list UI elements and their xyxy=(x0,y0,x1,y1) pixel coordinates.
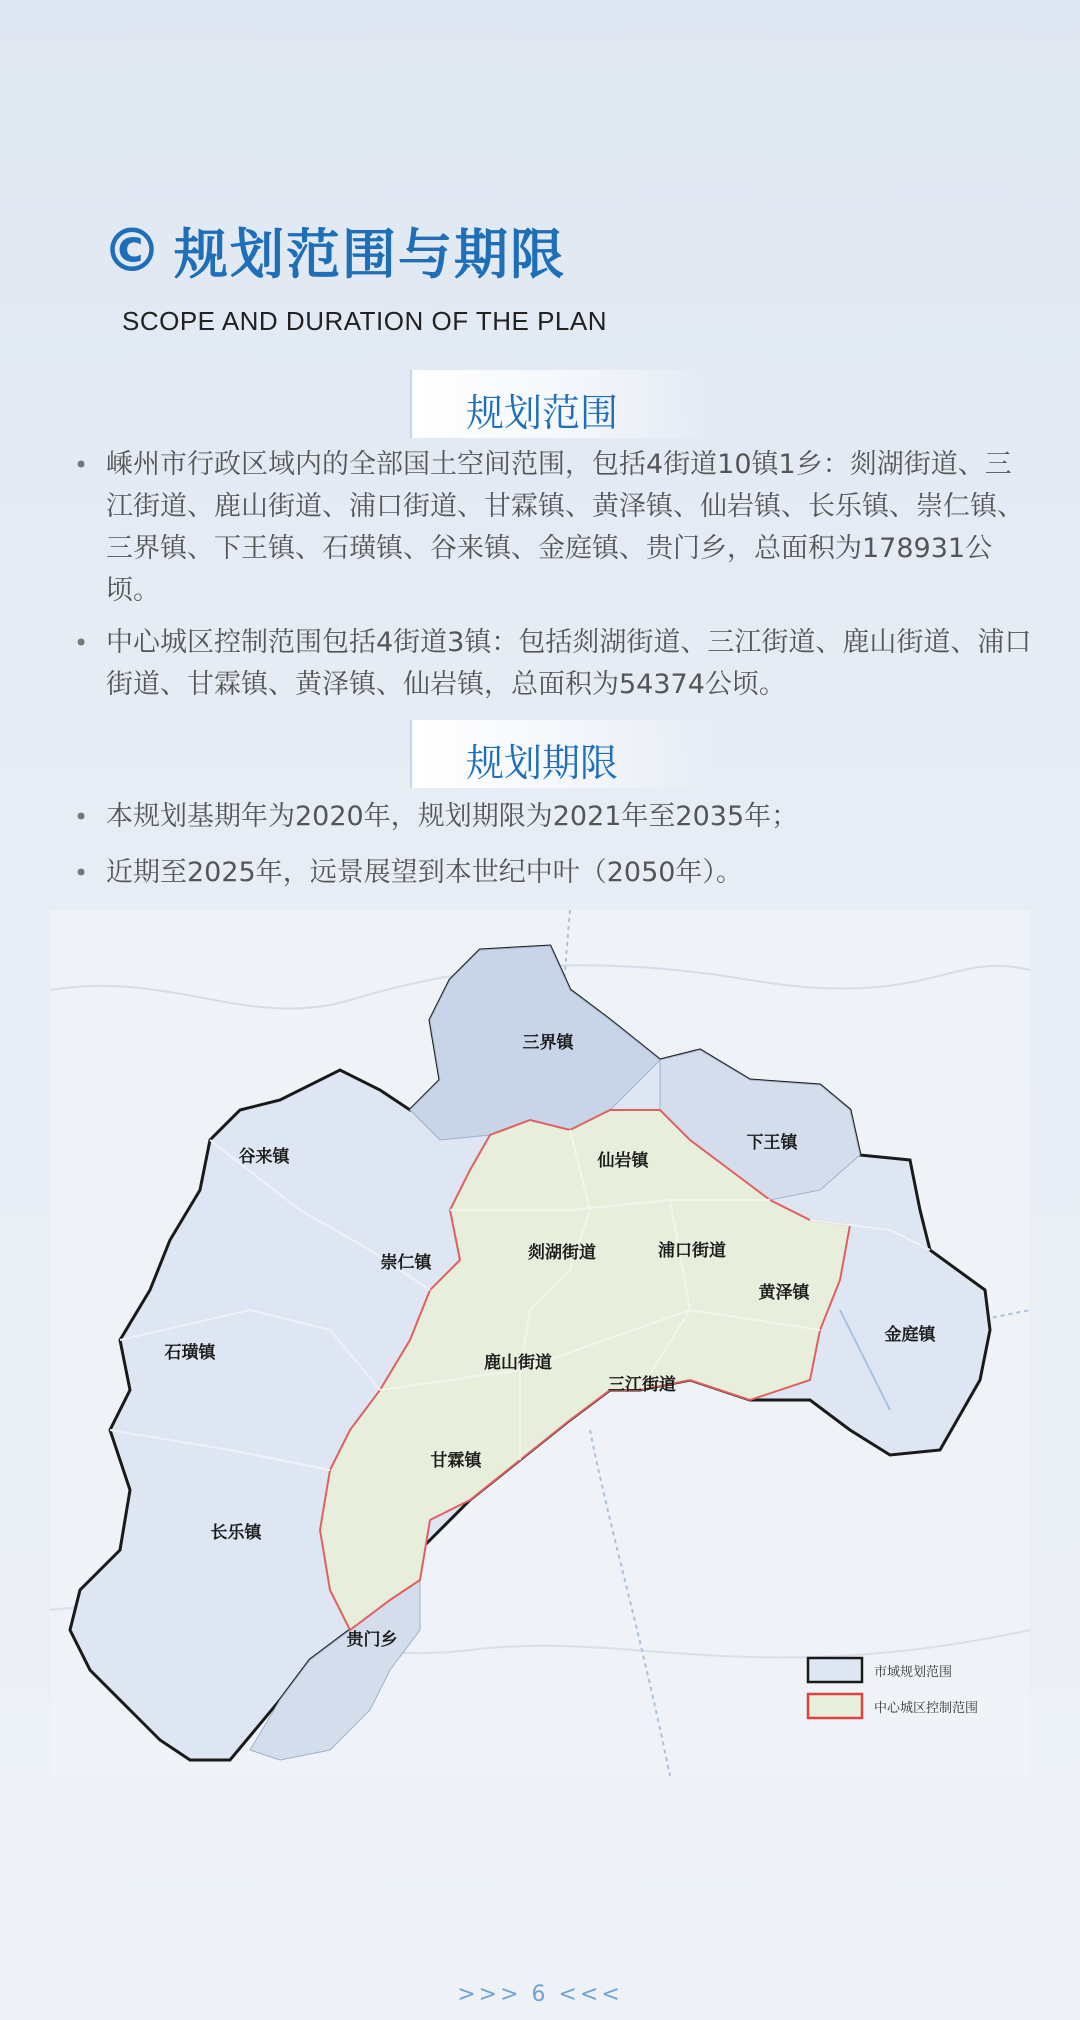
section-heading-text: 规划期限 xyxy=(466,741,619,785)
place-label-xiawang: 下王镇 xyxy=(746,1133,798,1153)
place-label-shanhu: 剡湖街道 xyxy=(528,1243,596,1263)
scope-bullet-list xyxy=(72,444,1032,706)
place-label-changle: 长乐镇 xyxy=(210,1523,262,1543)
place-label-xianyan: 仙岩镇 xyxy=(597,1151,649,1171)
map-legend xyxy=(808,1658,978,1718)
list-item: • 中心城区控制范围包括4街道3镇：包括剡湖街道、三江街道、鹿山街道、浦口街道、甘霖镇、黄泽镇、仙岩镇，总面积为54374公顷。 xyxy=(72,622,1032,706)
place-label-shihuang: 石璜镇 xyxy=(164,1343,216,1363)
planning-map xyxy=(50,910,1030,1776)
section-heading-duration xyxy=(412,720,716,788)
legend-label-county: 市域规划范围 xyxy=(874,1665,953,1680)
place-label-pukou: 浦口街道 xyxy=(658,1241,726,1261)
place-label-sanjie: 三界镇 xyxy=(522,1033,574,1053)
page-subtitle: SCOPE AND DURATION OF THE PLAN xyxy=(122,306,608,336)
place-label-jinting: 金庭镇 xyxy=(884,1325,936,1345)
legend-label-center: 中心城区控制范围 xyxy=(874,1701,979,1716)
page-title-row xyxy=(102,212,566,289)
place-label-ganlin: 甘霖镇 xyxy=(430,1451,482,1471)
place-label-gulai: 谷来镇 xyxy=(238,1147,290,1167)
page-title: 规划范围与期限 xyxy=(174,223,566,286)
list-item: • 嵊州市行政区域内的全部国土空间范围，包括4街道10镇1乡：剡湖街道、三江街道、鹿山街道、浦口街道、甘霖镇、黄泽镇、仙岩镇、长乐镇、崇仁镇、三界镇、下王镇、石璜镇、谷来镇、金庭镇、贵门乡，总面积为178931公顷。 xyxy=(72,444,1032,612)
page-number: >>> 6 <<< xyxy=(457,1982,623,2007)
list-item: • 近期至2025年，远景展望到本世纪中叶（2050年）。 xyxy=(72,852,1032,894)
section-heading-scope xyxy=(412,370,716,438)
place-label-chongren: 崇仁镇 xyxy=(380,1253,432,1273)
copyright-icon: © xyxy=(102,215,162,286)
place-label-huangze: 黄泽镇 xyxy=(758,1283,810,1303)
list-item: • 本规划基期年为2020年，规划期限为2021年至2035年； xyxy=(72,796,1032,838)
duration-bullet-list xyxy=(72,796,1032,894)
legend-swatch-county xyxy=(808,1658,862,1682)
road-line xyxy=(590,1430,670,1776)
place-label-guimen: 贵门乡 xyxy=(346,1630,398,1650)
map-svg xyxy=(50,910,1030,1776)
place-label-lushan: 鹿山街道 xyxy=(484,1353,552,1373)
legend-swatch-center xyxy=(808,1694,862,1718)
place-label-sanjiang: 三江街道 xyxy=(608,1375,676,1395)
section-heading-text: 规划范围 xyxy=(466,391,619,435)
